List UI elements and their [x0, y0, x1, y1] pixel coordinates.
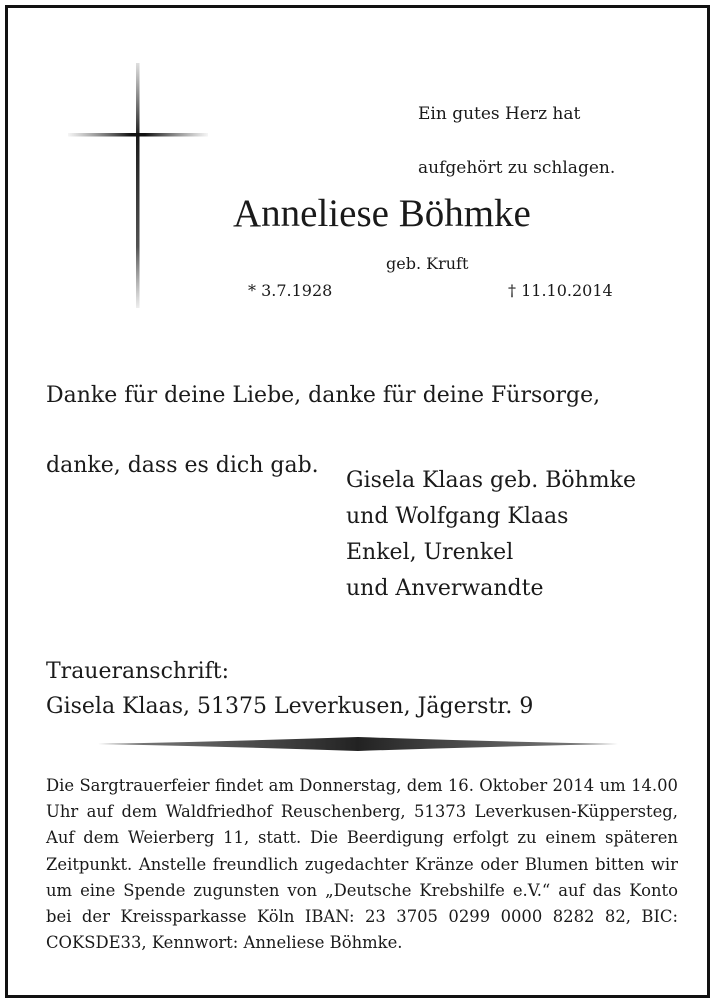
- mourner-line: Enkel, Urenkel: [346, 540, 514, 565]
- address-value: Gisela Klaas, 51375 Leverkusen, Jägerstr. 9: [46, 694, 534, 719]
- quote-line: aufgehört zu schlagen.: [418, 158, 616, 178]
- mourning-address: [46, 654, 696, 724]
- divider-ornament: [98, 736, 618, 752]
- mourner-line: und Wolfgang Klaas: [346, 504, 569, 529]
- mourner-line: Gisela Klaas geb. Böhmke: [346, 468, 637, 493]
- maiden-name: geb. Kruft: [386, 254, 469, 273]
- birth-date: * 3.7.1928: [248, 281, 333, 300]
- death-date: † 11.10.2014: [508, 281, 613, 300]
- cross-icon: [68, 63, 208, 308]
- address-label: Traueranschrift:: [46, 659, 230, 684]
- mourner-line: und Anverwandte: [346, 576, 544, 601]
- quote: [418, 74, 678, 209]
- quote-line: Ein gutes Herz hat: [418, 104, 581, 124]
- mourners-list: [346, 463, 696, 607]
- thanks-line: Danke für deine Liebe, danke für deine Fürsorge,: [46, 383, 601, 408]
- service-details: Die Sargtrauerfeier findet am Donnerstag, dem 16. Oktober 2014 um 14.00 Uhr auf dem Waldfriedhof Reuschenberg, 51373 Leverkusen-Küppersteg, Auf dem Weierberg 11, statt. Die Beerdigung erfolgt zu einem späteren Zeitpunkt. Anstelle freundlich zugedachter Kränze oder Blumen bitten wir um eine Spende zugunsten von „Deutsche Krebshilfe e.V.“ auf das Konto bei der Kreissparkasse Köln IBAN: 23 3705 0299 0000 8282 82, BIC: COKSDE33, Kennwort: Anneliese Böhmke.: [46, 776, 678, 953]
- thanks-line: danke, dass es dich gab.: [46, 453, 319, 478]
- obituary-notice: [5, 5, 710, 998]
- deceased-name: Anneliese Böhmke: [233, 192, 531, 235]
